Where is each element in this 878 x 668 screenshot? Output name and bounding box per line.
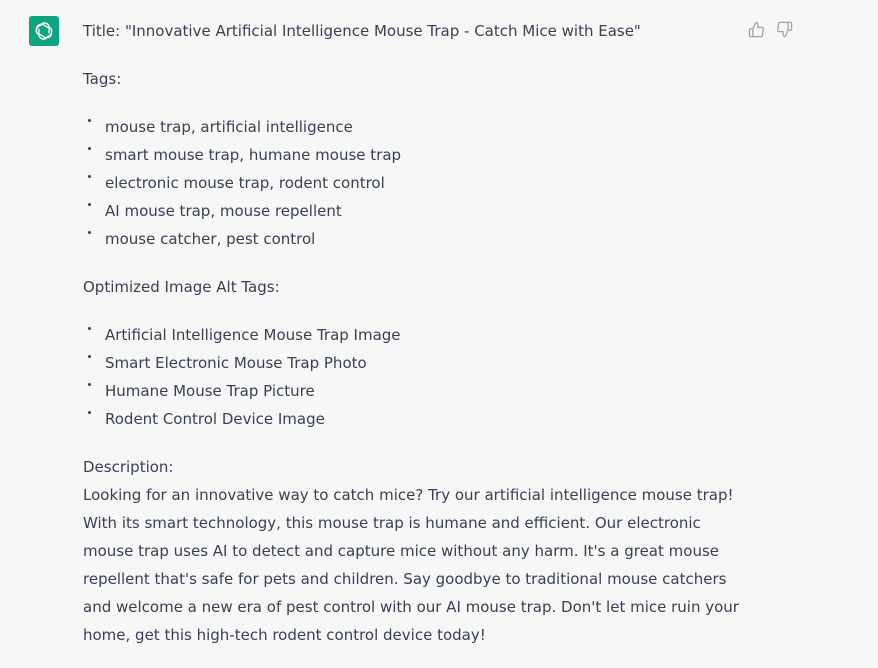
title-line: Title: "Innovative Artificial Intelligence Mouse Trap - Catch Mice with Ease" bbox=[83, 22, 641, 40]
alt-tags-heading: Optimized Image Alt Tags: bbox=[83, 278, 280, 296]
thumbs-up-button[interactable] bbox=[746, 19, 766, 39]
thumbs-down-icon bbox=[776, 21, 793, 38]
list-item: Humane Mouse Trap Picture bbox=[83, 377, 743, 405]
list-item: Smart Electronic Mouse Trap Photo bbox=[83, 349, 743, 377]
assistant-avatar bbox=[29, 16, 59, 46]
description-heading: Description: bbox=[83, 458, 174, 476]
description-body: Looking for an innovative way to catch mice? Try our artificial intelligence mouse trap! With its smart technology, this mouse trap is humane and efficient. Our electronic mouse trap uses AI to detect and capture mice without any harm. It's a great mouse repellent that's safe for pets and children. Say goodbye to traditional mouse catchers and welcome a new era of pest control with our AI mouse trap. Don't let mice ruin your home, get this high-tech rodent control device today! bbox=[83, 486, 739, 644]
list-item: AI mouse trap, mouse repellent bbox=[83, 197, 743, 225]
list-item: mouse trap, artificial intelligence bbox=[83, 113, 743, 141]
openai-logo-icon bbox=[33, 20, 55, 42]
list-item: smart mouse trap, humane mouse trap bbox=[83, 141, 743, 169]
list-item: Artificial Intelligence Mouse Trap Image bbox=[83, 321, 743, 349]
tags-heading: Tags: bbox=[83, 70, 122, 88]
message-content bbox=[83, 17, 743, 649]
list-item: Rodent Control Device Image bbox=[83, 405, 743, 433]
thumbs-up-icon bbox=[748, 21, 765, 38]
tags-list bbox=[83, 113, 743, 253]
feedback-buttons bbox=[746, 19, 794, 39]
list-item: mouse catcher, pest control bbox=[83, 225, 743, 253]
alt-tags-list bbox=[83, 321, 743, 433]
list-item: electronic mouse trap, rodent control bbox=[83, 169, 743, 197]
thumbs-down-button[interactable] bbox=[774, 19, 794, 39]
